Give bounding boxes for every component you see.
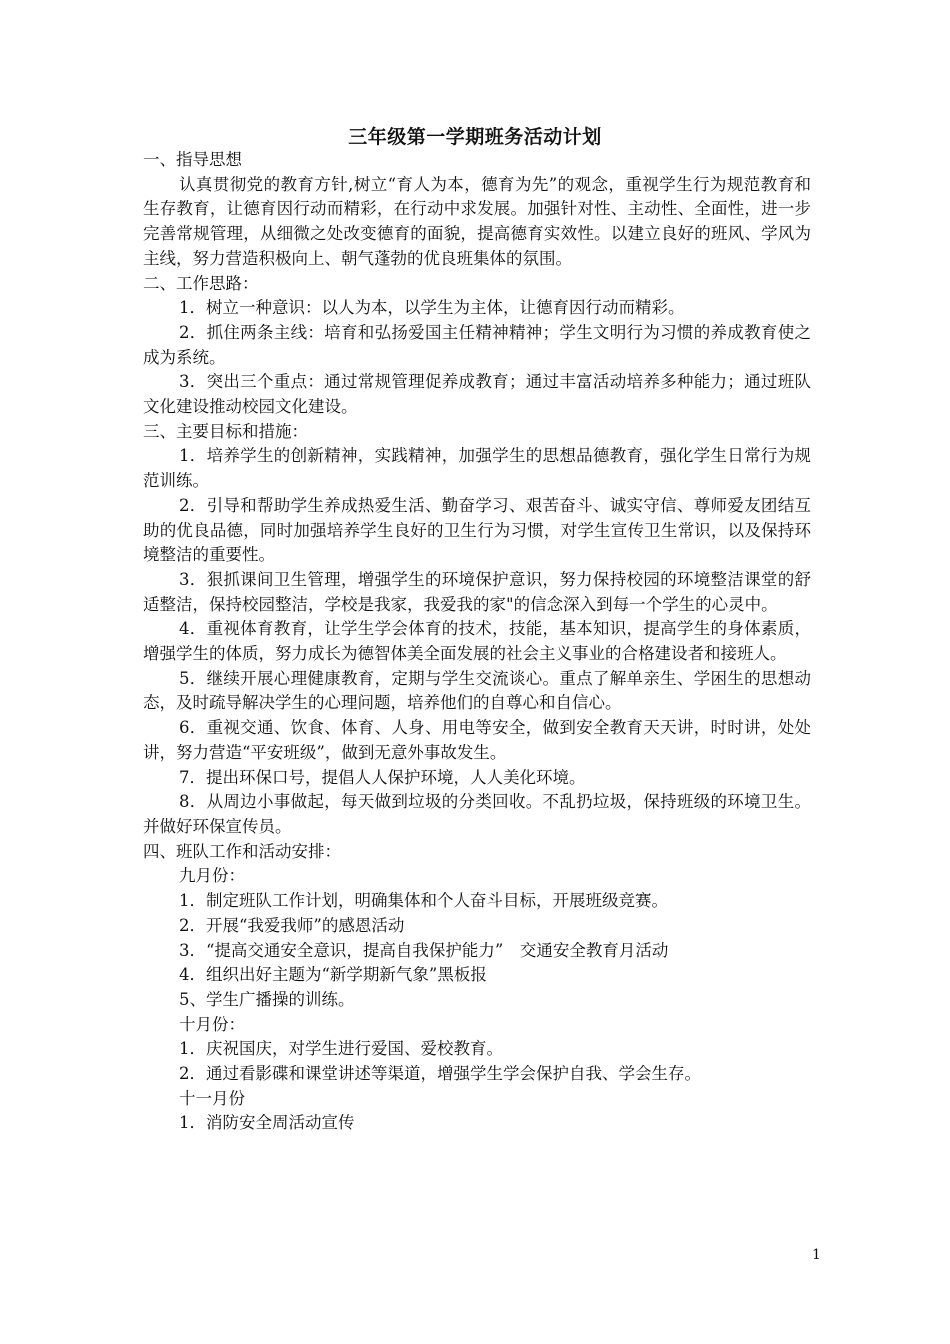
paragraph: 3．突出三个重点：通过常规管理促养成教育；通过丰富活动培养多种能力；通过班队文化建设推动校园文化建设。	[143, 372, 811, 417]
paragraph: 4．重视体育教育，让学生学会体育的技术，技能，基本知识，提高学生的身体素质，增强学生的体质，努力成长为德智体美全面发展的社会主义事业的合格建设者和接班人。	[143, 619, 811, 664]
list-item: 1．庆祝国庆，对学生进行爱国、爱校教育。	[179, 1039, 503, 1059]
list-item: 3．“提高交通安全意识，提高自我保护能力” 交通安全教育月活动	[179, 940, 669, 960]
section-heading-goals-measures: 三、主要目标和措施：	[143, 421, 308, 441]
list-item: 2．通过看影碟和课堂讲述等渠道，增强学生学会保护自我、学会生存。	[179, 1064, 701, 1084]
paragraph: 6．重视交通、饮食、体育、人身、用电等安全，做到安全教育天天讲，时时讲，处处讲，努力营造“平安班级”，做到无意外事故发生。	[143, 718, 811, 762]
paragraph: 1．树立一种意识：以人为本，以学生为主体，让德育因行动而精彩。	[179, 298, 685, 318]
month-label-october: 十月份：	[179, 1014, 245, 1034]
paragraph: 7．提出环保口号，提倡人人保护环境，人人美化环境。	[179, 767, 586, 787]
list-item: 4．组织出好主题为“新学期新气象”黑板报	[179, 965, 487, 985]
paragraph: 认真贯彻党的教育方针,树立“育人为本，德育为先”的观念，重视学生行为规范教育和生存教育，让德育因行动而精彩，在行动中求发展。加强针对性、主动性、全面性，进一步完善常规管理，从细微之处改变德育的面貌，提高德育实效性。以建立良好的班风、学风为主线，努力营造积极向上、朝气蓬勃的优良班集体的氛围。	[143, 174, 811, 268]
month-label-november: 十一月份	[179, 1088, 245, 1108]
paragraph: 1．培养学生的创新精神，实践精神，加强学生的思想品德教育，强化学生日常行为规范训练。	[143, 446, 811, 491]
list-item: 5、学生广播操的训练。	[179, 989, 355, 1009]
list-item: 1．制定班队工作计划，明确集体和个人奋斗目标，开展班级竞赛。	[179, 891, 668, 911]
paragraph: 2．抓住两条主线：培育和弘扬爱国主任精神精神；学生文明行为习惯的养成教育使之成为系统。	[143, 322, 811, 367]
paragraph: 5．继续开展心理健康教育，定期与学生交流谈心。重点了解单亲生、学困生的思想动态，及时疏导解决学生的心理问题，培养他们的自尊心和自信心。	[143, 668, 811, 713]
section-heading-work-ideas: 二、工作思路：	[143, 273, 259, 293]
list-item: 1．消防安全周活动宣传	[179, 1113, 355, 1133]
section-heading-guiding-ideology: 一、指导思想	[143, 150, 242, 169]
paragraph: 2．引导和帮助学生养成热爱生活、勤奋学习、艰苦奋斗、诚实守信、尊师爱友团结互助的优良品德，同时加强培养学生良好的卫生行为习惯，对学生宣传卫生常识，以及保持环境整洁的重要性。	[143, 495, 811, 565]
page-number: 1	[812, 1247, 821, 1263]
section-heading-activity-schedule: 四、班队工作和活动安排：	[143, 841, 341, 861]
paragraph: 3．狠抓课间卫生管理，增强学生的环境保护意识，努力保持校园的环境整洁课堂的舒适整洁，保持校园整洁，学校是我家，我爱我的家"的信念深入到每一个学生的心灵中。	[143, 569, 811, 614]
list-item: 2．开展“我爱我师”的感恩活动	[179, 915, 405, 935]
month-label-september: 九月份：	[179, 866, 245, 886]
document-body	[143, 148, 811, 1136]
document-title: 三年级第一学期班务活动计划	[348, 126, 602, 148]
paragraph: 8．从周边小事做起，每天做到垃圾的分类回收。不乱扔垃圾，保持班级的环境卫生。并做好环保宣传员。	[143, 792, 811, 836]
